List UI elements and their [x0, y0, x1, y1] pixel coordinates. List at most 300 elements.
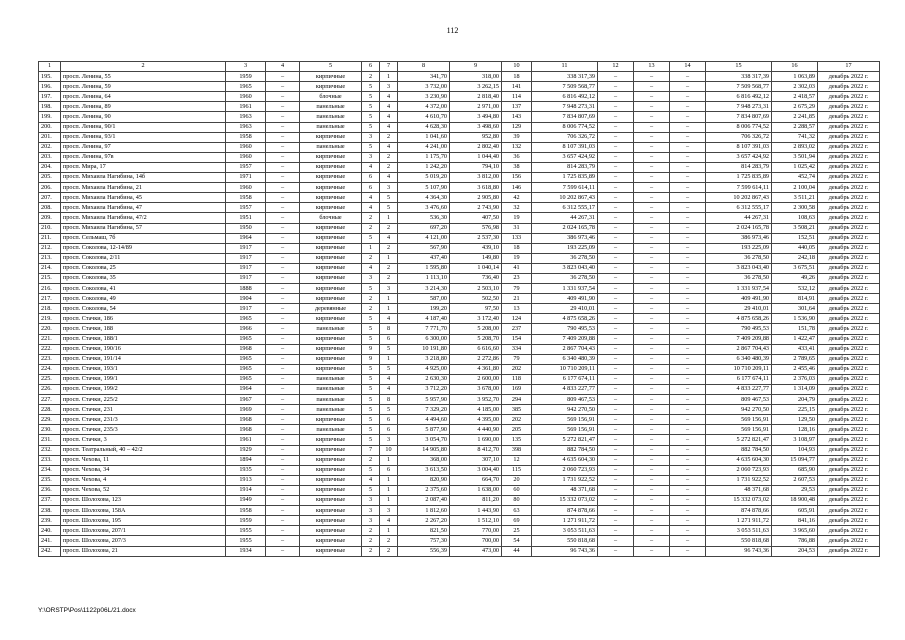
table-cell: просп. Михаила Нагибина, 45	[61, 193, 226, 203]
table-row	[39, 536, 880, 546]
table-cell: кирпичные	[300, 334, 362, 344]
table-cell: 5	[362, 82, 380, 92]
table-cell: –	[670, 485, 706, 495]
table-cell: 1 271 911,72	[532, 516, 598, 526]
table-cell: 204,79	[772, 395, 818, 405]
table-cell: кирпичные	[300, 223, 362, 233]
table-cell: декабрь 2022 г.	[818, 203, 880, 213]
table-cell: 3 657 424,92	[706, 152, 772, 162]
table-cell: 2	[380, 162, 398, 172]
table-cell: 1917	[226, 253, 266, 263]
table-cell: 874 878,66	[706, 506, 772, 516]
table-cell: 3	[362, 516, 380, 526]
table-cell: –	[598, 485, 634, 495]
table-cell: просп. Михаила Нагибина, 47/2	[61, 213, 226, 223]
table-cell: 2 024 165,78	[706, 223, 772, 233]
table-cell: –	[266, 455, 300, 465]
table-cell: 20	[502, 475, 532, 485]
table-cell: кирпичные	[300, 516, 362, 526]
table-row	[39, 445, 880, 455]
table-cell: –	[634, 213, 670, 223]
table-cell: –	[266, 294, 300, 304]
table-cell: 4	[380, 122, 398, 132]
table-cell: 39	[502, 132, 532, 142]
table-cell: 790 495,53	[706, 324, 772, 334]
table-cell: просп. Соколова, 2/11	[61, 253, 226, 263]
table-cell: –	[634, 395, 670, 405]
table-row	[39, 273, 880, 283]
table-cell: 205.	[39, 173, 61, 183]
table-cell: 307,10	[450, 455, 502, 465]
table-cell: 8 006 774,52	[706, 122, 772, 132]
table-cell: 5	[362, 415, 380, 425]
table-cell: 3 823 043,40	[706, 263, 772, 273]
table-cell: 234.	[39, 465, 61, 475]
table-cell: 242.	[39, 546, 61, 556]
table-cell: 44	[502, 546, 532, 556]
table-cell: 1963	[226, 122, 266, 132]
table-cell: 1904	[226, 294, 266, 304]
table-cell: –	[598, 213, 634, 223]
table-cell: –	[670, 213, 706, 223]
table-cell: –	[266, 314, 300, 324]
table-cell: 2 607,53	[772, 475, 818, 485]
table-cell: 18	[502, 72, 532, 82]
table-cell: 69	[502, 516, 532, 526]
table-cell: 2	[362, 536, 380, 546]
table-row	[39, 213, 880, 223]
table-cell: –	[670, 516, 706, 526]
table-cell: 36 278,50	[532, 253, 598, 263]
table-cell: 23	[502, 273, 532, 283]
table-cell: 5	[380, 405, 398, 415]
table-cell: 1965	[226, 374, 266, 384]
table-cell: 216.	[39, 284, 61, 294]
table-cell: 237.	[39, 496, 61, 506]
table-cell: панельные	[300, 385, 362, 395]
table-cell: 201.	[39, 132, 61, 142]
table-cell: –	[598, 253, 634, 263]
table-cell: –	[670, 193, 706, 203]
table-cell: 1958	[226, 193, 266, 203]
table-cell: 3 823 043,40	[532, 263, 598, 273]
table-cell: 4 395,00	[450, 415, 502, 425]
table-cell: –	[670, 162, 706, 172]
page-number: 112	[446, 26, 459, 35]
table-cell: –	[266, 183, 300, 193]
table-cell: 199,20	[398, 304, 450, 314]
table-cell: 1965	[226, 314, 266, 324]
table-cell: просп. Чехова, 52	[61, 485, 226, 495]
table-cell: 2 630,30	[398, 374, 450, 384]
table-cell: 440,05	[772, 243, 818, 253]
table-cell: декабрь 2022 г.	[818, 485, 880, 495]
table-cell: 386 973,46	[706, 233, 772, 243]
table-cell: декабрь 2022 г.	[818, 183, 880, 193]
table-cell: 3 511,21	[772, 193, 818, 203]
table-cell: 1968	[226, 344, 266, 354]
table-cell: 132	[502, 142, 532, 152]
table-cell: 4 364,30	[398, 193, 450, 203]
table-cell: 1 331 937,54	[532, 284, 598, 294]
table-cell: 2 060 723,93	[532, 465, 598, 475]
table-cell: 79	[502, 354, 532, 364]
table-cell: 6 177 674,11	[532, 374, 598, 384]
table-cell: декабрь 2022 г.	[818, 162, 880, 172]
table-cell: декабрь 2022 г.	[818, 354, 880, 364]
table-cell: 4 361,80	[450, 364, 502, 374]
table-cell: 239.	[39, 516, 61, 526]
table-cell: 2 893,02	[772, 142, 818, 152]
table-cell: –	[670, 132, 706, 142]
table-cell: 151,78	[772, 324, 818, 334]
table-cell: декабрь 2022 г.	[818, 475, 880, 485]
table-cell: –	[598, 72, 634, 82]
table-row	[39, 253, 880, 263]
table-cell: –	[266, 223, 300, 233]
table-cell: 124	[502, 314, 532, 324]
table-row	[39, 152, 880, 162]
table-cell: 8 006 774,52	[532, 122, 598, 132]
column-number-cell: 16	[772, 62, 818, 72]
table-cell: 6	[380, 415, 398, 425]
table-cell: 80	[502, 496, 532, 506]
table-cell: 1958	[226, 506, 266, 516]
column-number-cell: 12	[598, 62, 634, 72]
table-cell: 210.	[39, 223, 61, 233]
table-cell: 7 948 273,31	[532, 102, 598, 112]
table-cell: просп. Шолохова, 158А	[61, 506, 226, 516]
table-cell: –	[670, 374, 706, 384]
table-cell: 1961	[226, 435, 266, 445]
table-cell: 1917	[226, 304, 266, 314]
table-cell: кирпичные	[300, 415, 362, 425]
table-cell: –	[634, 455, 670, 465]
table-cell: 2 600,00	[450, 374, 502, 384]
table-cell: 209.	[39, 213, 61, 223]
table-cell: 3 172,40	[450, 314, 502, 324]
table-cell: –	[670, 455, 706, 465]
table-cell: 1 690,00	[450, 435, 502, 445]
table-cell: 5 208,00	[450, 324, 502, 334]
table-cell: кирпичные	[300, 193, 362, 203]
column-number-cell: 1	[39, 62, 61, 72]
table-cell: 1	[380, 354, 398, 364]
table-cell: 36 278,50	[532, 273, 598, 283]
table-cell: 1 512,10	[450, 516, 502, 526]
table-cell: 211.	[39, 233, 61, 243]
table-cell: 207.	[39, 193, 61, 203]
table-cell: просп. Ленина, 64	[61, 92, 226, 102]
table-cell: –	[266, 334, 300, 344]
table-cell: 5	[362, 334, 380, 344]
table-cell: –	[634, 112, 670, 122]
table-cell: 6	[362, 183, 380, 193]
table-row	[39, 183, 880, 193]
table-cell: 10 202 867,43	[532, 193, 598, 203]
table-cell: кирпичные	[300, 263, 362, 273]
table-cell: просп. Соколова, 54	[61, 304, 226, 314]
table-cell: декабрь 2022 г.	[818, 364, 880, 374]
table-cell: декабрь 2022 г.	[818, 385, 880, 395]
table-row	[39, 395, 880, 405]
table-cell: 212.	[39, 243, 61, 253]
table-cell: 3 108,97	[772, 435, 818, 445]
table-cell: 3 262,15	[450, 82, 502, 92]
table-cell: 1 314,09	[772, 385, 818, 395]
table-cell: 3 053 511,63	[532, 526, 598, 536]
table-cell: –	[598, 374, 634, 384]
table-row	[39, 516, 880, 526]
table-cell: 5	[362, 374, 380, 384]
table-cell: 3 494,80	[450, 112, 502, 122]
table-cell: 226.	[39, 385, 61, 395]
table-cell: –	[598, 435, 634, 445]
table-cell: 2 272,86	[450, 354, 502, 364]
table-cell: декабрь 2022 г.	[818, 82, 880, 92]
table-cell: –	[634, 425, 670, 435]
table-cell: просп. Ленина, 97в	[61, 152, 226, 162]
table-cell: 1 175,70	[398, 152, 450, 162]
table-cell: 5 019,20	[398, 173, 450, 183]
table-cell: просп. Стачки, 188/1	[61, 334, 226, 344]
table-cell: кирпичные	[300, 506, 362, 516]
table-cell: 1959	[226, 516, 266, 526]
table-cell: 4 121,00	[398, 233, 450, 243]
table-cell: 4 875 658,26	[706, 314, 772, 324]
table-cell: 1	[380, 496, 398, 506]
table-cell: 206.	[39, 183, 61, 193]
table-cell: декабрь 2022 г.	[818, 213, 880, 223]
table-cell: 5	[362, 284, 380, 294]
table-cell: –	[634, 435, 670, 445]
table-cell: 14 905,80	[398, 445, 450, 455]
table-cell: 4	[380, 102, 398, 112]
table-cell: 2 905,80	[450, 193, 502, 203]
table-cell: 569 156,91	[532, 415, 598, 425]
table-cell: кирпичные	[300, 173, 362, 183]
table-cell: –	[266, 374, 300, 384]
table-cell: 3 613,50	[398, 465, 450, 475]
table-cell: 3 004,40	[450, 465, 502, 475]
table-cell: –	[266, 193, 300, 203]
table-cell: кирпичные	[300, 445, 362, 455]
table-cell: декабрь 2022 г.	[818, 173, 880, 183]
column-number-cell: 7	[380, 62, 398, 72]
table-cell: –	[634, 102, 670, 112]
table-cell: кирпичные	[300, 72, 362, 82]
table-cell: просп. Стачки, 231/3	[61, 415, 226, 425]
table-cell: просп. Шолохова, 195	[61, 516, 226, 526]
table-cell: 41	[502, 263, 532, 273]
table-cell: декабрь 2022 г.	[818, 506, 880, 516]
table-cell: просп. Стачки, 231	[61, 405, 226, 415]
table-cell: –	[598, 173, 634, 183]
table-cell: 334	[502, 344, 532, 354]
table-cell: 236.	[39, 485, 61, 495]
table-cell: 2	[380, 546, 398, 556]
table-cell: 1 041,60	[398, 132, 450, 142]
table-cell: кирпичные	[300, 243, 362, 253]
table-cell: –	[266, 445, 300, 455]
table-cell: кирпичные	[300, 496, 362, 506]
table-cell: 5	[362, 112, 380, 122]
table-cell: –	[634, 243, 670, 253]
table-cell: –	[266, 354, 300, 364]
table-row	[39, 465, 880, 475]
table-cell: 129,50	[772, 415, 818, 425]
table-cell: –	[266, 284, 300, 294]
table-cell: 1	[380, 213, 398, 223]
table-row	[39, 243, 880, 253]
table-cell: 2	[362, 455, 380, 465]
table-cell: –	[634, 92, 670, 102]
table-cell: 1 113,10	[398, 273, 450, 283]
table-cell: панельные	[300, 142, 362, 152]
table-cell: 409 491,90	[532, 294, 598, 304]
table-cell: 4	[380, 516, 398, 526]
table-cell: 569 156,91	[706, 425, 772, 435]
table-cell: 452,74	[772, 173, 818, 183]
table-cell: 36 278,50	[706, 253, 772, 263]
table-cell: –	[634, 173, 670, 183]
table-cell: –	[634, 334, 670, 344]
table-cell: –	[598, 536, 634, 546]
table-cell: 3 054,70	[398, 435, 450, 445]
table-cell: 1957	[226, 203, 266, 213]
table-cell: 386 973,46	[532, 233, 598, 243]
table-cell: 19	[502, 253, 532, 263]
table-cell: 809 467,53	[532, 395, 598, 405]
table-cell: 664,70	[450, 475, 502, 485]
table-cell: 3 218,80	[398, 354, 450, 364]
table-cell: 228.	[39, 405, 61, 415]
table-cell: –	[670, 385, 706, 395]
table-cell: просп. Стачки, 191/14	[61, 354, 226, 364]
table-cell: –	[598, 415, 634, 425]
table-cell: 137	[502, 102, 532, 112]
table-cell: просп. Стачки, 190/16	[61, 344, 226, 354]
table-cell: 820,90	[398, 475, 450, 485]
table-cell: –	[598, 294, 634, 304]
table-row	[39, 475, 880, 485]
table-cell: –	[634, 546, 670, 556]
table-cell: –	[598, 92, 634, 102]
table-cell: 204,53	[772, 546, 818, 556]
table-cell: 1971	[226, 173, 266, 183]
table-cell: кирпичные	[300, 546, 362, 556]
table-cell: –	[634, 294, 670, 304]
table-cell: 4	[380, 112, 398, 122]
table-cell: просп. Сельмаш, 7б	[61, 233, 226, 243]
table-cell: декабрь 2022 г.	[818, 415, 880, 425]
table-cell: 63	[502, 506, 532, 516]
table-cell: 2 867 704,43	[706, 344, 772, 354]
table-cell: 5	[362, 314, 380, 324]
table-cell: –	[634, 233, 670, 243]
table-cell: 215.	[39, 273, 61, 283]
table-cell: 2	[362, 223, 380, 233]
table-cell: 4 241,00	[398, 142, 450, 152]
table-cell: просп. Стачки, 199/2	[61, 385, 226, 395]
table-cell: 193 225,09	[532, 243, 598, 253]
table-cell: панельные	[300, 324, 362, 334]
table-cell: 1965	[226, 354, 266, 364]
table-cell: –	[266, 506, 300, 516]
table-cell: 2	[362, 72, 380, 82]
table-cell: –	[670, 506, 706, 516]
table-cell: 1964	[226, 385, 266, 395]
column-number-cell: 3	[226, 62, 266, 72]
table-cell: –	[634, 193, 670, 203]
table-cell: –	[634, 324, 670, 334]
table-cell: 1917	[226, 263, 266, 273]
table-cell: 32	[502, 203, 532, 213]
table-cell: 199.	[39, 112, 61, 122]
table-cell: 1965	[226, 82, 266, 92]
table-cell: 4 610,70	[398, 112, 450, 122]
table-cell: 1960	[226, 183, 266, 193]
table-cell: 9	[362, 354, 380, 364]
table-cell: –	[266, 536, 300, 546]
table-cell: –	[634, 253, 670, 263]
table-cell: 4 372,00	[398, 102, 450, 112]
table-cell: 576,98	[450, 223, 502, 233]
table-cell: –	[598, 506, 634, 516]
table-cell: 7 509 568,77	[706, 82, 772, 92]
table-cell: –	[598, 445, 634, 455]
table-cell: 7	[362, 445, 380, 455]
table-cell: –	[598, 102, 634, 112]
table-cell: 790 495,53	[532, 324, 598, 334]
table-cell: 7 834 807,69	[532, 112, 598, 122]
table-cell: –	[266, 485, 300, 495]
table-cell: –	[598, 233, 634, 243]
table-cell: 2 288,57	[772, 122, 818, 132]
table-cell: 104,93	[772, 445, 818, 455]
table-row	[39, 162, 880, 172]
table-cell: 1949	[226, 496, 266, 506]
table-cell: –	[266, 243, 300, 253]
table-row	[39, 496, 880, 506]
table-cell: 2 100,04	[772, 183, 818, 193]
table-cell: 318,00	[450, 72, 502, 82]
table-cell: –	[634, 273, 670, 283]
table-cell: 238.	[39, 506, 61, 516]
table-cell: 2 675,29	[772, 102, 818, 112]
table-cell: 1966	[226, 324, 266, 334]
table-cell: –	[670, 445, 706, 455]
table-cell: 13	[502, 304, 532, 314]
table-cell: 6 816 492,12	[706, 92, 772, 102]
table-cell: 135	[502, 435, 532, 445]
table-cell: 49,26	[772, 273, 818, 283]
table-cell: 4	[380, 374, 398, 384]
table-cell: 5	[362, 364, 380, 374]
table-cell: 4	[362, 193, 380, 203]
table-row	[39, 546, 880, 556]
table-cell: 4 187,40	[398, 314, 450, 324]
table-cell: 203.	[39, 152, 61, 162]
table-cell: –	[670, 253, 706, 263]
table-cell: 5 107,90	[398, 183, 450, 193]
table-cell: 2 789,65	[772, 354, 818, 364]
table-cell: –	[670, 415, 706, 425]
table-cell: –	[266, 395, 300, 405]
table-cell: 3 498,60	[450, 122, 502, 132]
table-cell: –	[598, 162, 634, 172]
table-cell: кирпичные	[300, 536, 362, 546]
